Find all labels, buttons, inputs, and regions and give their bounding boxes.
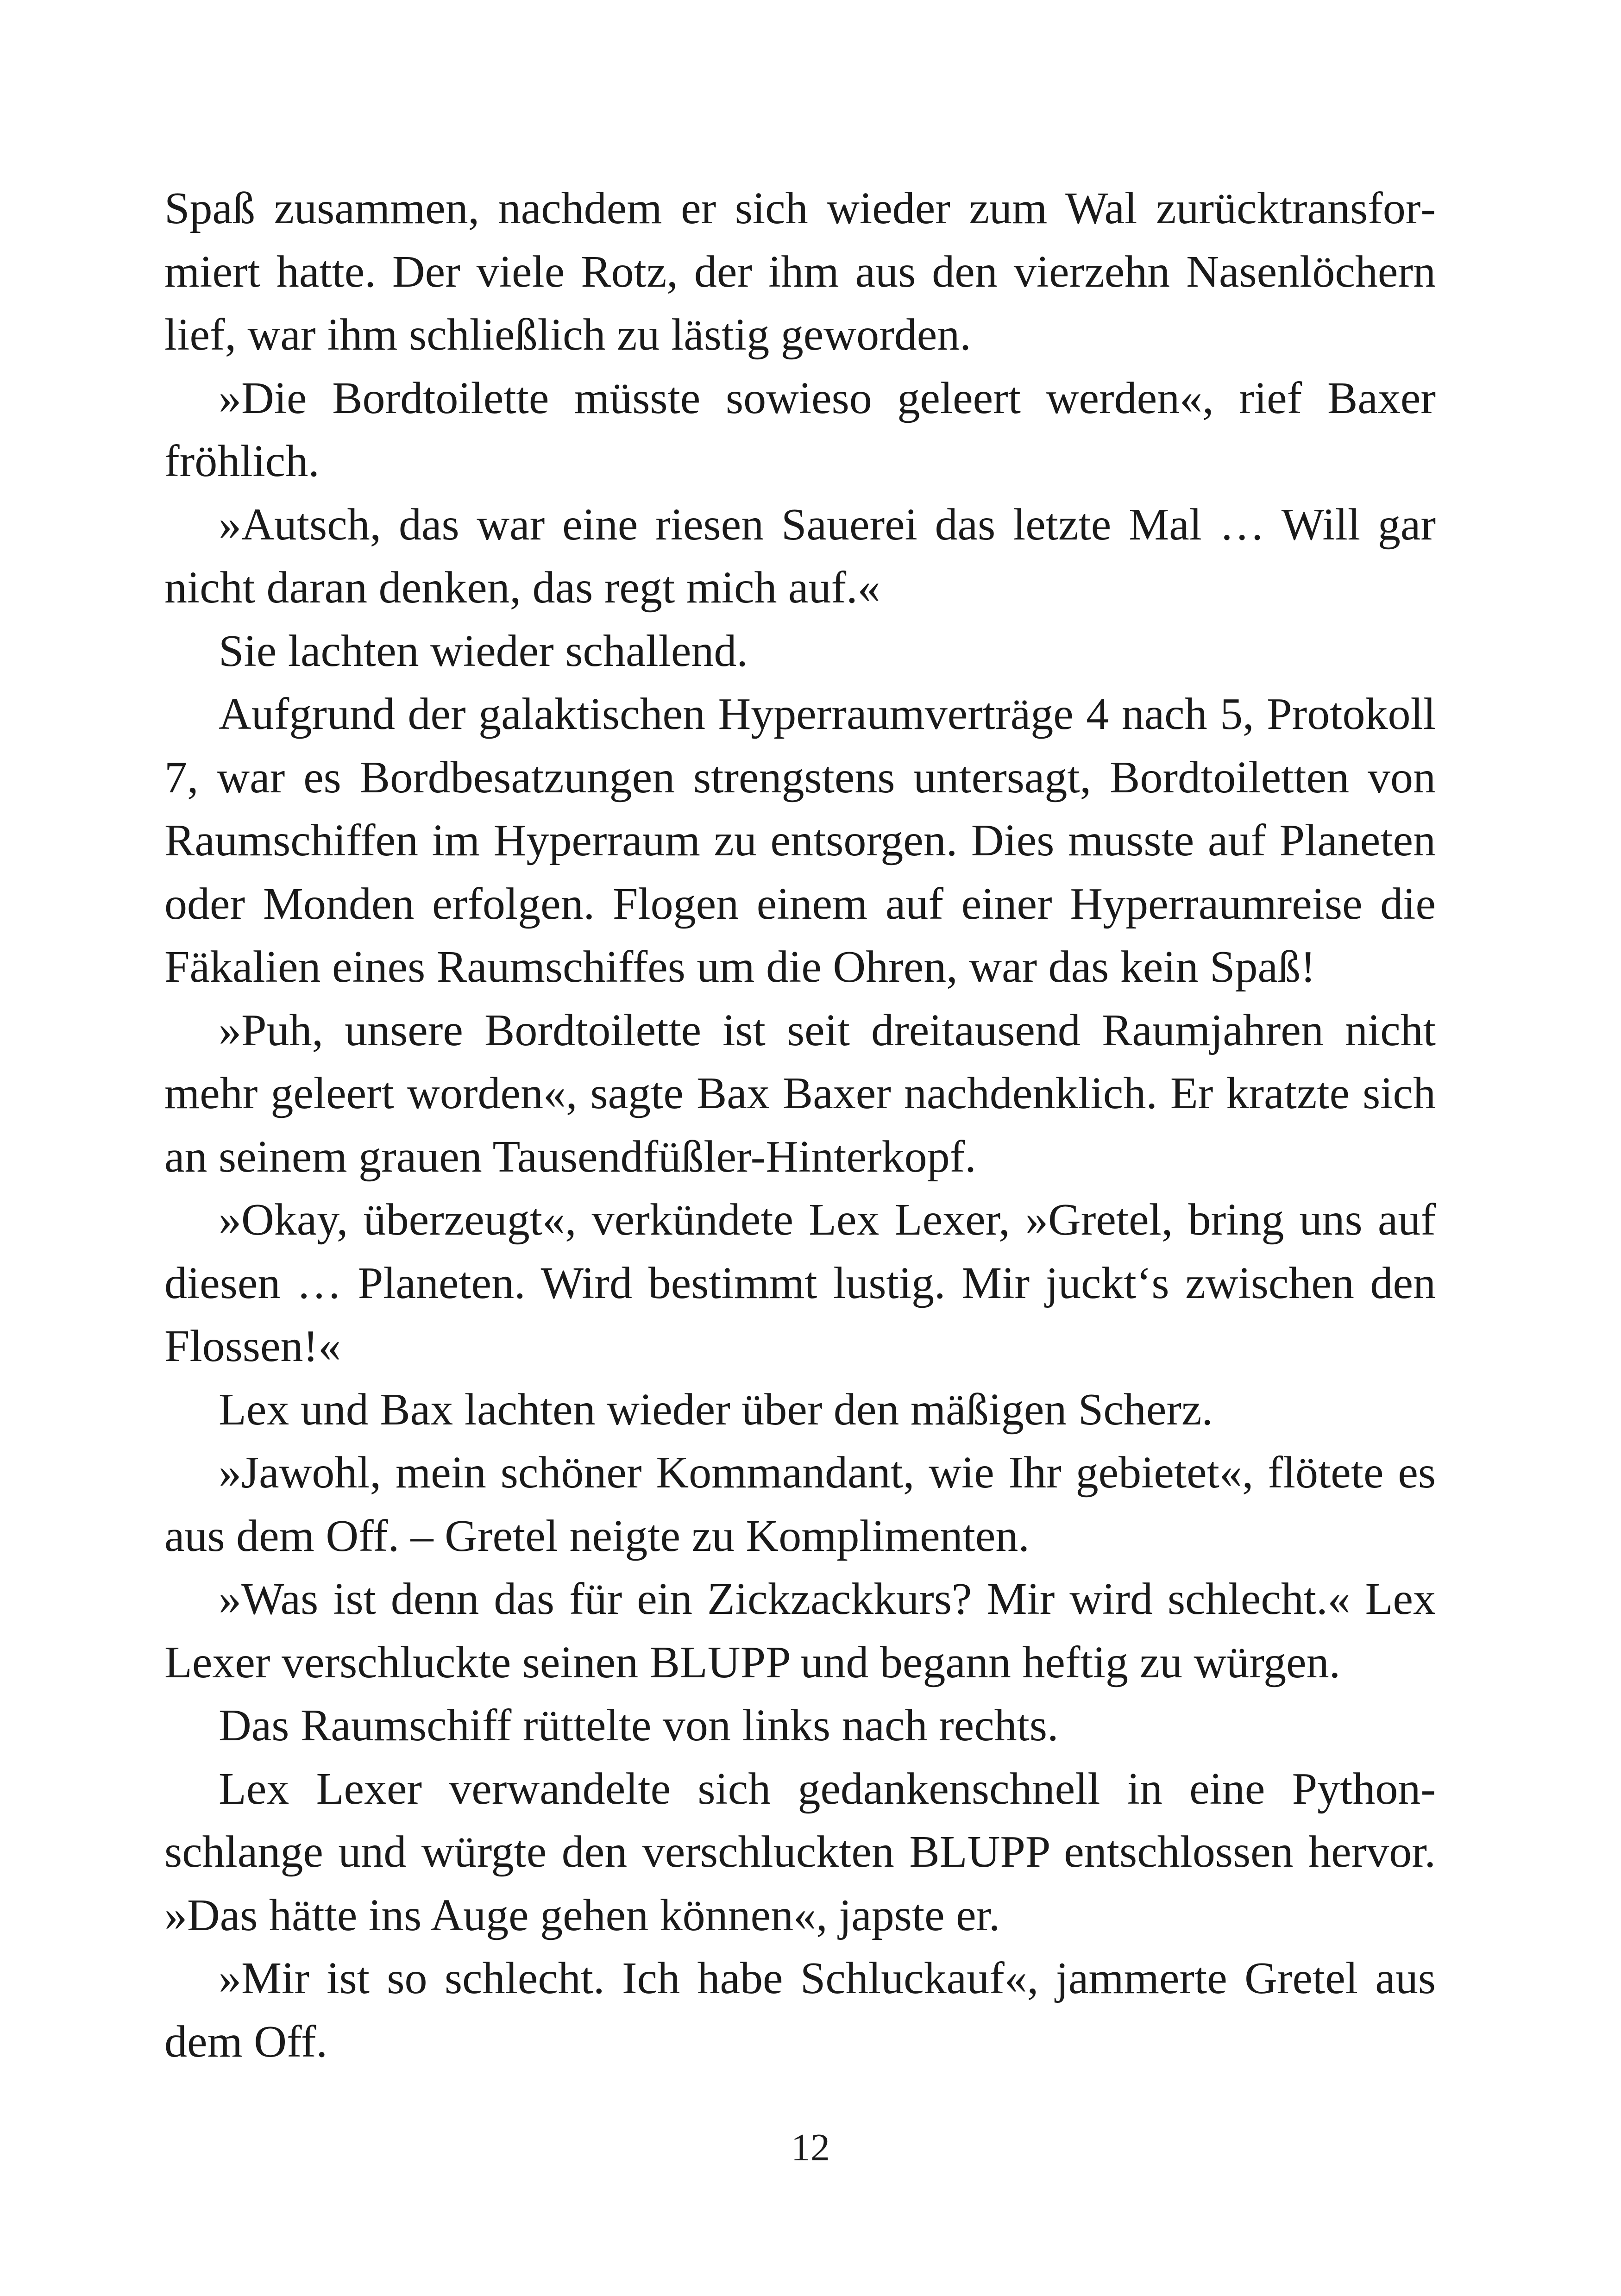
page-number: 12	[791, 2126, 830, 2169]
paragraph-10: »Was ist denn das für ein Zickzackkurs? Mir wird schlecht.« Lex Lexer verschluckte seinen BLUPP und begann heftig zu würgen.	[164, 1574, 1436, 1687]
paragraph-3: »Autsch, das war eine riesen Sauerei das letzte Mal … Will gar nicht daran denken, das regt mich auf.«	[164, 499, 1436, 613]
paragraph-8: Lex und Bax lachten wieder über den mäßigen Scherz.	[219, 1384, 1213, 1435]
paragraph-4: Sie lachten wieder schallend.	[219, 626, 748, 676]
paragraph-12: Lex Lexer verwandelte sich gedankenschnell in eine Pythonschlange und würgte den verschluckten BLUPP entschlossen hervor. »Das hätte ins Auge gehen können«, japste er.	[164, 1763, 1436, 1940]
paragraph-2: »Die Bordtoilette müsste sowieso geleert werden«, rief Baxer fröhlich.	[164, 373, 1436, 486]
paragraph-9: »Jawohl, mein schöner Kommandant, wie Ihr gebietet«, flötete es aus dem Off. – Gretel neigte zu Komplimenten.	[164, 1448, 1436, 1561]
paragraph-5: Aufgrund der galaktischen Hyperraumverträge 4 nach 5, Protokoll 7, war es Bordbesatzungen strengstens untersagt, Bordtoiletten von Raumschiffen im Hyperraum zu entsorgen. Dies musste auf Planeten oder Monden erfolgen. Flogen einem auf einer Hyperraumreise die Fäkalien eines Raumschiffes um die Ohren, war das kein Spaß!	[164, 689, 1436, 992]
paragraph-13: »Mir ist so schlecht. Ich habe Schluckauf«, jammerte Gretel aus dem Off.	[164, 1953, 1436, 2067]
paragraph-11: Das Raumschiff rüttelte von links nach rechts.	[219, 1700, 1059, 1750]
paragraph-1: Spaß zusammen, nachdem er sich wieder zum Wal zurücktransformiert hatte. Der viele Rotz, der ihm aus den vierzehn Nasenlöchern lief, war ihm schließlich zu lästig geworden.	[164, 183, 1436, 360]
body-text	[164, 177, 1436, 2073]
paragraph-7: »Okay, überzeugt«, verkündete Lex Lexer, »Gretel, bring uns auf diesen … Planeten. Wird bestimmt lustig. Mir juckt‘s zwischen den Flossen!«	[164, 1195, 1436, 1371]
paragraph-6: »Puh, unsere Bordtoilette ist seit dreitausend Raumjahren nicht mehr geleert worden«, sagte Bax Baxer nachdenklich. Er kratzte sich an seinem grauen Tausendfüßler-Hinterkopf.	[164, 1005, 1436, 1182]
